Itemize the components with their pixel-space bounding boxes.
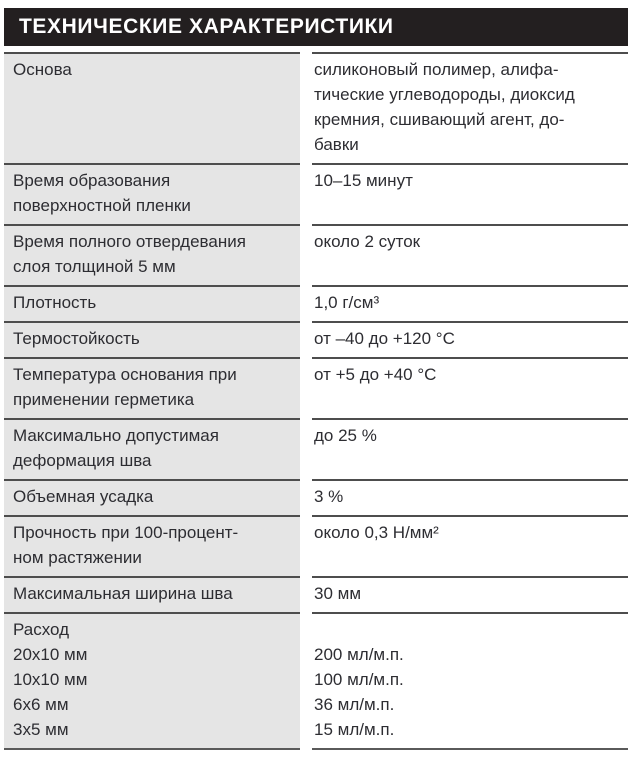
spec-value-line: 15 мл/м.п. — [314, 720, 395, 739]
table-row — [4, 224, 628, 285]
spec-name-cell — [4, 418, 300, 479]
spec-table — [4, 52, 628, 750]
column-gap — [300, 479, 312, 515]
spec-value-line: 100 мл/м.п. — [314, 670, 404, 689]
spec-value-line: 200 мл/м.п. — [314, 645, 404, 664]
table-row — [4, 612, 628, 750]
spec-name-line: Расход — [13, 620, 70, 639]
spec-name-line: 10x10 мм — [13, 670, 88, 689]
spec-value-cell — [312, 163, 628, 224]
table-row — [4, 163, 628, 224]
table-row — [4, 515, 628, 576]
column-gap — [300, 357, 312, 418]
spec-name-line: применении герметика — [13, 390, 195, 409]
spec-value-line — [314, 617, 624, 642]
spec-value-line: от +5 до +40 °C — [314, 365, 437, 384]
spec-name-line: слоя толщиной 5 мм — [13, 257, 176, 276]
spec-value-line: кремния, сшивающий агент, до- — [314, 110, 565, 129]
spec-name-line: Максимальная ширина шва — [13, 584, 233, 603]
section-title: ТЕХНИЧЕСКИЕ ХАРАКТЕРИСТИКИ — [19, 15, 394, 38]
spec-value-line: 1,0 г/см³ — [314, 293, 380, 312]
spec-name-line: поверхностной пленки — [13, 196, 191, 215]
spec-value-cell — [312, 224, 628, 285]
column-gap — [300, 163, 312, 224]
spec-name-cell — [4, 285, 300, 321]
spec-name-line: Объемная усадка — [13, 487, 154, 506]
spec-name-cell — [4, 515, 300, 576]
table-row — [4, 479, 628, 515]
spec-name-line: деформация шва — [13, 451, 152, 470]
spec-name-line: 20x10 мм — [13, 645, 88, 664]
spec-value-line: силиконовый полимер, алифа- — [314, 60, 559, 79]
spec-name-cell — [4, 321, 300, 357]
spec-value-cell — [312, 52, 628, 163]
column-gap — [300, 576, 312, 612]
spec-value-cell — [312, 479, 628, 515]
spec-name-cell — [4, 576, 300, 612]
column-gap — [300, 418, 312, 479]
spec-name-cell — [4, 163, 300, 224]
column-gap — [300, 224, 312, 285]
spec-name-cell — [4, 479, 300, 515]
table-row — [4, 357, 628, 418]
spec-value-cell — [312, 515, 628, 576]
spec-value-cell — [312, 612, 628, 750]
spec-name-line: 3x5 мм — [13, 720, 69, 739]
spec-name-line: Плотность — [13, 293, 97, 312]
table-row — [4, 52, 628, 163]
spec-value-cell — [312, 321, 628, 357]
spec-value-cell — [312, 576, 628, 612]
spec-name-line: Температура основания при — [13, 365, 237, 384]
spec-value-line: около 0,3 Н/мм² — [314, 523, 439, 542]
spec-value-cell — [312, 418, 628, 479]
spec-value-cell — [312, 285, 628, 321]
spec-name-line: Термостойкость — [13, 329, 140, 348]
spec-name-line: Время полного отвердевания — [13, 232, 246, 251]
spec-value-line: 36 мл/м.п. — [314, 695, 395, 714]
spec-name-cell — [4, 612, 300, 750]
spec-value-line: около 2 суток — [314, 232, 421, 251]
spec-value-line: 10–15 минут — [314, 171, 413, 190]
spec-value-line: 30 мм — [314, 584, 362, 603]
spec-value-line: бавки — [314, 135, 359, 154]
spec-name-line: ном растяжении — [13, 548, 142, 567]
spec-value-line: тические углеводороды, диоксид — [314, 85, 575, 104]
spec-value-line: 3 % — [314, 487, 344, 506]
column-gap — [300, 285, 312, 321]
spec-name-cell — [4, 52, 300, 163]
spec-value-line: до 25 % — [314, 426, 377, 445]
spec-name-line: 6x6 мм — [13, 695, 69, 714]
table-row — [4, 321, 628, 357]
table-row — [4, 418, 628, 479]
column-gap — [300, 52, 312, 163]
spec-value-line: от –40 до +120 °C — [314, 329, 455, 348]
column-gap — [300, 515, 312, 576]
spec-name-line: Прочность при 100-процент- — [13, 523, 239, 542]
spec-name-line: Максимально допустимая — [13, 426, 219, 445]
spec-name-cell — [4, 224, 300, 285]
spec-name-line: Основа — [13, 60, 72, 79]
spec-value-cell — [312, 357, 628, 418]
spec-name-cell — [4, 357, 300, 418]
spec-name-line: Время образования — [13, 171, 171, 190]
column-gap — [300, 612, 312, 750]
table-row — [4, 285, 628, 321]
section-title-bar — [4, 8, 628, 46]
table-row — [4, 576, 628, 612]
column-gap — [300, 321, 312, 357]
